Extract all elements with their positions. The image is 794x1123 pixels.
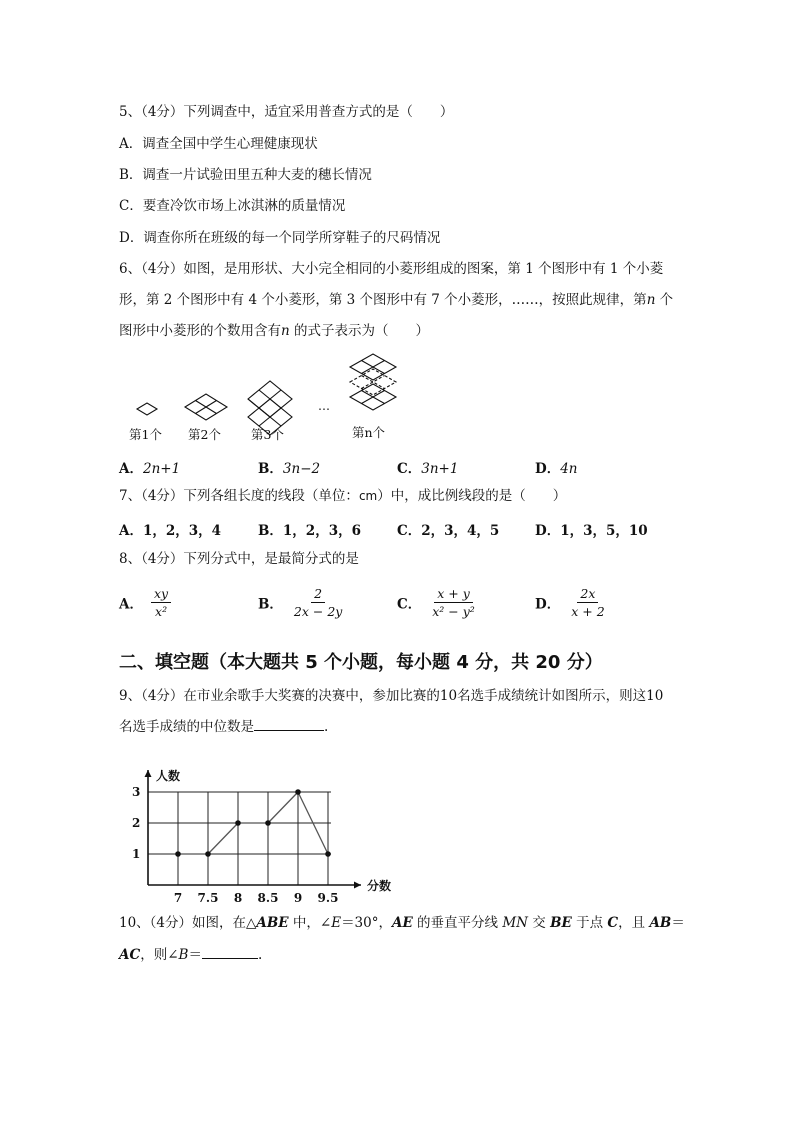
rhombus-label-2: 第2个 xyxy=(188,427,221,442)
q8-option-d xyxy=(535,586,608,619)
x-tick-label: 8.5 xyxy=(257,891,279,905)
q5-option-a: A．调查全国中学生心理健康现状 xyxy=(119,136,318,152)
data-point xyxy=(265,820,271,826)
rhombus-label-1: 第1个 xyxy=(129,427,162,442)
q8-option-c-num: x + y xyxy=(434,586,473,603)
q8-option-a-fraction xyxy=(151,586,171,619)
q6-line3 xyxy=(119,322,429,340)
q10-line2-c: ＝ xyxy=(188,947,202,963)
q9-answer-blank xyxy=(254,730,324,731)
q10-line2-a: ，则∠ xyxy=(140,947,179,963)
q10-answer-blank xyxy=(202,958,258,959)
x-tick-label: 7 xyxy=(173,891,183,905)
q8-stem: 8、（4分）下列分式中，是最简分式的是 xyxy=(119,551,359,567)
y-tick-label: 3 xyxy=(132,785,141,799)
x-axis-arrow xyxy=(354,882,361,889)
q7-stem xyxy=(119,487,566,505)
data-point xyxy=(235,820,241,826)
q7-option-a: A．1，2，3，4 xyxy=(119,523,222,539)
q8-option-c-letter: C． xyxy=(397,596,422,613)
data-point xyxy=(205,851,211,857)
x-tick-label: 8 xyxy=(233,891,243,905)
q10-line1 xyxy=(119,914,685,932)
q6-line3-var: n xyxy=(281,323,290,339)
q10-seg-ab: AB xyxy=(649,915,672,931)
q10-triangle: ABE xyxy=(256,915,289,931)
q10-point-c: C xyxy=(607,915,619,931)
q10-angle-b: B xyxy=(178,947,189,963)
rhombus-fign xyxy=(350,354,396,410)
q10-line1-a: 10、（4分）如图，在△ xyxy=(119,915,257,931)
q8-option-b-num: 2 xyxy=(311,586,325,603)
y-tick-label: 1 xyxy=(132,847,141,861)
q10-line1-d: 的垂直平分线 xyxy=(412,915,503,931)
x-tick-label: 9.5 xyxy=(317,891,339,905)
rhombus-ellipsis: … xyxy=(318,399,330,413)
q5-option-b: B．调查一片试验田里五种大麦的穗长情况 xyxy=(119,167,372,183)
q7-stem-a: 7、（4分）下列各组长度的线段（单位： xyxy=(119,488,359,504)
q10-seg-ae: AE xyxy=(392,915,413,931)
q8-option-d-num: 2x xyxy=(577,586,598,603)
y-axis-arrow xyxy=(145,770,152,777)
q8-option-b-den: 2x − 2y xyxy=(293,604,343,619)
q8-option-c xyxy=(397,586,478,619)
q6-option-b-letter: B． xyxy=(258,461,283,477)
rhombus-label-3: 第3个 xyxy=(251,427,284,442)
q6-line2 xyxy=(119,291,673,309)
q7-option-c: C．2，3，4，5 xyxy=(397,523,500,539)
q6-option-b-expr: 3n−2 xyxy=(282,461,321,477)
q6-line2-var: n xyxy=(646,292,656,308)
q10-line1-h: ＝ xyxy=(671,915,685,931)
q8-option-a-den: x² xyxy=(155,604,168,619)
q6-option-c-letter: C． xyxy=(397,461,422,477)
q8-option-a-letter: A． xyxy=(119,596,143,613)
q6-option-d xyxy=(535,457,578,477)
q10-seg-ac: AC xyxy=(119,947,141,963)
q6-line2-text: 形，第 2 个图形中有 4 个小菱形，第 3 个图形中有 7 个小菱形，……，按照此规律，第 xyxy=(119,292,647,308)
q9-line2 xyxy=(119,718,328,736)
rhombus-fig2 xyxy=(185,394,227,420)
q7-stem-b: ）中，成比例线段的是（ ） xyxy=(377,488,567,504)
q8-option-d-letter: D． xyxy=(535,596,561,613)
rhombus-fig1 xyxy=(137,403,157,415)
data-point xyxy=(175,851,181,857)
series-segment xyxy=(268,792,298,823)
q10-angle-e: E xyxy=(331,915,342,931)
q6-option-d-expr: 4n xyxy=(560,461,578,477)
q10-line1-c: ＝30°， xyxy=(341,915,392,931)
rhombus-pattern-figure xyxy=(125,352,415,444)
y-axis-label: 人数 xyxy=(156,769,181,783)
q10-line2-end: . xyxy=(257,947,263,963)
q10-line2 xyxy=(119,946,262,964)
q10-line1-b: 中，∠ xyxy=(288,915,332,931)
q10-seg-be: BE xyxy=(550,915,572,931)
q7-stem-unit: cm xyxy=(358,489,378,503)
q8-option-d-fraction xyxy=(568,586,607,619)
q8-option-a-num: xy xyxy=(151,586,171,603)
data-point xyxy=(325,851,331,857)
q6-option-a xyxy=(119,457,180,477)
q5-option-d: D．调查你所在班级的每一个同学所穿鞋子的尺码情况 xyxy=(119,230,441,246)
q9-line2-end: . xyxy=(324,719,329,735)
section2-title: 二、填空题（本大题共 5 个小题，每小题 4 分，共 20 分） xyxy=(119,652,603,673)
q6-option-a-letter: A． xyxy=(119,461,143,477)
q6-option-b xyxy=(258,457,320,477)
q7-option-b: B．1，2，3，6 xyxy=(258,523,361,539)
q8-option-c-fraction xyxy=(429,586,478,619)
q6-line3-b: 的式子表示为（ ） xyxy=(289,323,429,339)
q8-option-b-fraction xyxy=(291,586,345,619)
q6-option-a-expr: 2n+1 xyxy=(142,461,181,477)
rhombus-label-n: 第n个 xyxy=(352,425,386,440)
q9-line1: 9、（4分）在市业余歌手大奖赛的决赛中，参加比赛的10名选手成绩统计如图所示，则这10 xyxy=(119,688,664,704)
q6-option-c-expr: 3n+1 xyxy=(421,461,459,477)
q8-option-a xyxy=(119,586,171,619)
series-segment xyxy=(208,823,238,854)
q8-option-d-den: x + 2 xyxy=(571,604,605,619)
q6-option-c xyxy=(397,457,458,477)
data-point xyxy=(295,789,301,795)
q10-line-mn: MN xyxy=(502,915,528,931)
q8-option-b-letter: B． xyxy=(258,596,283,613)
q6-line3-a: 图形中小菱形的个数用含有 xyxy=(119,323,281,339)
q8-option-b xyxy=(258,586,345,619)
x-tick-label: 7.5 xyxy=(197,891,219,905)
q10-line1-e2: 交 xyxy=(528,915,551,931)
q8-options xyxy=(119,586,679,628)
q8-option-c-den: x² − y² xyxy=(432,604,475,619)
q9-line2-text: 名选手成绩的中位数是 xyxy=(119,719,254,735)
x-tick-label: 9 xyxy=(293,891,303,905)
y-tick-label: 2 xyxy=(132,816,141,830)
q7-options xyxy=(119,519,679,539)
x-axis-label: 分数 xyxy=(367,879,392,893)
q7-option-d: D．1，3，5，10 xyxy=(535,523,648,539)
q6-line1: 6、（4分）如图，是用形状、大小完全相同的小菱形组成的图案，第 1 个图形中有 1 个小菱 xyxy=(119,261,664,277)
q5-stem: 5、（4分）下列调查中，适宜采用普查方式的是（ ） xyxy=(119,104,454,120)
q9-score-chart xyxy=(120,750,410,910)
q6-line2-end: 个 xyxy=(655,292,674,308)
q6-options xyxy=(119,457,679,477)
q5-option-c: C．要查冷饮市场上冰淇淋的质量情况 xyxy=(119,198,346,214)
q10-line1-g: ，且 xyxy=(618,915,650,931)
q6-option-d-letter: D． xyxy=(535,461,561,477)
q10-line1-f: 于点 xyxy=(571,915,608,931)
